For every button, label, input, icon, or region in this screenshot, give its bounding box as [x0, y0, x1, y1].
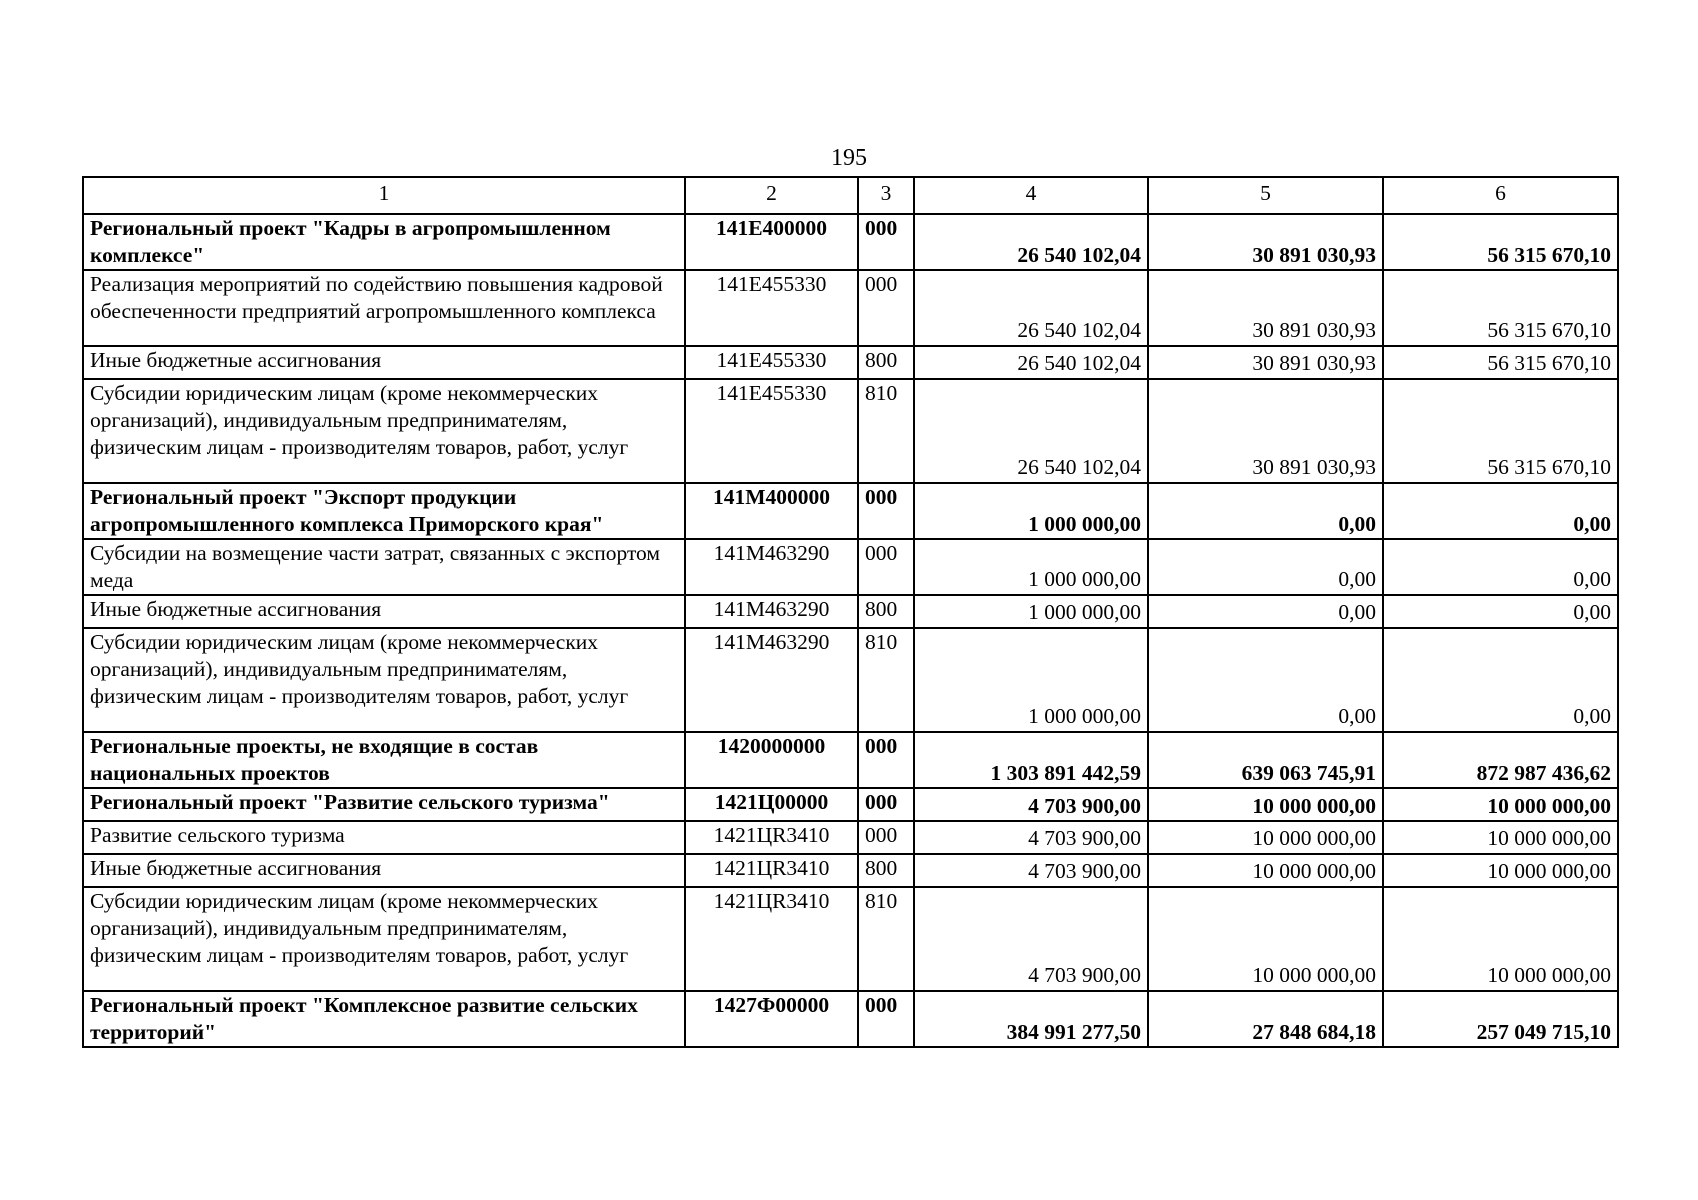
row-value-col6: 56 315 670,10 [1383, 346, 1618, 379]
row-value-col4: 4 703 900,00 [914, 788, 1148, 821]
row-value-col6: 56 315 670,10 [1383, 270, 1618, 346]
row-expense-type: 000 [858, 821, 914, 854]
row-value-col4: 26 540 102,04 [914, 270, 1148, 346]
row-expense-type: 800 [858, 595, 914, 628]
row-value-col5: 0,00 [1148, 595, 1383, 628]
column-header: 3 [858, 177, 914, 214]
row-code: 1421ЦR3410 [685, 854, 858, 887]
row-value-col5: 30 891 030,93 [1148, 214, 1383, 270]
row-expense-type: 800 [858, 854, 914, 887]
row-value-col6: 0,00 [1383, 483, 1618, 539]
row-value-col4: 1 303 891 442,59 [914, 732, 1148, 788]
header-row [83, 177, 1618, 214]
table-row [83, 539, 1618, 595]
row-code: 141M400000 [685, 483, 858, 539]
row-name: Субсидии на возмещение части затрат, связанных с экспортом меда [83, 539, 685, 595]
row-value-col6: 0,00 [1383, 539, 1618, 595]
row-value-col6: 10 000 000,00 [1383, 821, 1618, 854]
table-row [83, 270, 1618, 346]
column-header: 6 [1383, 177, 1618, 214]
row-value-col6: 872 987 436,62 [1383, 732, 1618, 788]
row-code: 141E455330 [685, 270, 858, 346]
row-code: 1420000000 [685, 732, 858, 788]
row-value-col6: 10 000 000,00 [1383, 788, 1618, 821]
row-code: 1421ЦR3410 [685, 887, 858, 991]
row-name: Реализация мероприятий по содействию повышения кадровой обеспеченности предприятий агропромышленного комплекса [83, 270, 685, 346]
row-code: 141M463290 [685, 628, 858, 732]
row-name: Субсидии юридическим лицам (кроме некоммерческих организаций), индивидуальным предпринимателям, физическим лицам - производителям товаров, работ, услуг [83, 887, 685, 991]
column-header: 2 [685, 177, 858, 214]
row-code: 1427Ф00000 [685, 991, 858, 1047]
table-row [83, 214, 1618, 270]
column-header: 5 [1148, 177, 1383, 214]
row-value-col4: 1 000 000,00 [914, 595, 1148, 628]
row-value-col5: 27 848 684,18 [1148, 991, 1383, 1047]
row-expense-type: 810 [858, 628, 914, 732]
row-value-col5: 0,00 [1148, 628, 1383, 732]
row-value-col4: 26 540 102,04 [914, 214, 1148, 270]
table-row [83, 887, 1618, 991]
row-value-col5: 30 891 030,93 [1148, 379, 1383, 483]
table-row [83, 379, 1618, 483]
row-name: Иные бюджетные ассигнования [83, 595, 685, 628]
row-expense-type: 000 [858, 732, 914, 788]
table-row [83, 788, 1618, 821]
row-expense-type: 810 [858, 887, 914, 991]
row-expense-type: 000 [858, 214, 914, 270]
row-code: 1421ЦR3410 [685, 821, 858, 854]
row-expense-type: 800 [858, 346, 914, 379]
row-value-col4: 1 000 000,00 [914, 628, 1148, 732]
row-name: Развитие сельского туризма [83, 821, 685, 854]
row-name: Региональный проект "Развитие сельского туризма" [83, 788, 685, 821]
row-code: 141M463290 [685, 595, 858, 628]
row-value-col6: 257 049 715,10 [1383, 991, 1618, 1047]
table-row [83, 595, 1618, 628]
row-name: Иные бюджетные ассигнования [83, 346, 685, 379]
row-expense-type: 000 [858, 270, 914, 346]
row-value-col4: 4 703 900,00 [914, 887, 1148, 991]
row-value-col5: 10 000 000,00 [1148, 788, 1383, 821]
row-value-col5: 10 000 000,00 [1148, 887, 1383, 991]
row-expense-type: 000 [858, 991, 914, 1047]
row-value-col4: 4 703 900,00 [914, 821, 1148, 854]
table-row [83, 821, 1618, 854]
row-name: Региональный проект "Комплексное развитие сельских территорий" [83, 991, 685, 1047]
row-value-col4: 4 703 900,00 [914, 854, 1148, 887]
row-code: 1421Ц00000 [685, 788, 858, 821]
row-value-col5: 30 891 030,93 [1148, 346, 1383, 379]
row-expense-type: 000 [858, 539, 914, 595]
row-code: 141M463290 [685, 539, 858, 595]
row-value-col5: 0,00 [1148, 483, 1383, 539]
table-row [83, 732, 1618, 788]
table-row [83, 991, 1618, 1047]
row-value-col6: 10 000 000,00 [1383, 854, 1618, 887]
table-row [83, 854, 1618, 887]
row-value-col6: 56 315 670,10 [1383, 379, 1618, 483]
row-value-col4: 1 000 000,00 [914, 483, 1148, 539]
row-value-col6: 10 000 000,00 [1383, 887, 1618, 991]
row-name: Иные бюджетные ассигнования [83, 854, 685, 887]
row-value-col6: 0,00 [1383, 595, 1618, 628]
table-row [83, 346, 1618, 379]
row-value-col6: 56 315 670,10 [1383, 214, 1618, 270]
row-code: 141E400000 [685, 214, 858, 270]
row-expense-type: 000 [858, 483, 914, 539]
row-name: Субсидии юридическим лицам (кроме некоммерческих организаций), индивидуальным предпринимателям, физическим лицам - производителям товаров, работ, услуг [83, 379, 685, 483]
row-value-col6: 0,00 [1383, 628, 1618, 732]
page-number: 195 [831, 145, 867, 171]
row-code: 141E455330 [685, 346, 858, 379]
table-row [83, 628, 1618, 732]
row-value-col5: 639 063 745,91 [1148, 732, 1383, 788]
row-expense-type: 810 [858, 379, 914, 483]
column-header: 4 [914, 177, 1148, 214]
row-code: 141E455330 [685, 379, 858, 483]
row-value-col5: 10 000 000,00 [1148, 821, 1383, 854]
row-value-col4: 26 540 102,04 [914, 346, 1148, 379]
row-value-col5: 0,00 [1148, 539, 1383, 595]
row-value-col4: 1 000 000,00 [914, 539, 1148, 595]
row-name: Региональный проект "Кадры в агропромышленном комплексе" [83, 214, 685, 270]
budget-table [82, 176, 1619, 1048]
row-name: Региональный проект "Экспорт продукции агропромышленного комплекса Приморского края" [83, 483, 685, 539]
table-row [83, 483, 1618, 539]
row-value-col4: 384 991 277,50 [914, 991, 1148, 1047]
row-value-col5: 10 000 000,00 [1148, 854, 1383, 887]
row-value-col5: 30 891 030,93 [1148, 270, 1383, 346]
row-value-col4: 26 540 102,04 [914, 379, 1148, 483]
row-name: Региональные проекты, не входящие в состав национальных проектов [83, 732, 685, 788]
column-header: 1 [83, 177, 685, 214]
row-name: Субсидии юридическим лицам (кроме некоммерческих организаций), индивидуальным предпринимателям, физическим лицам - производителям товаров, работ, услуг [83, 628, 685, 732]
row-expense-type: 000 [858, 788, 914, 821]
